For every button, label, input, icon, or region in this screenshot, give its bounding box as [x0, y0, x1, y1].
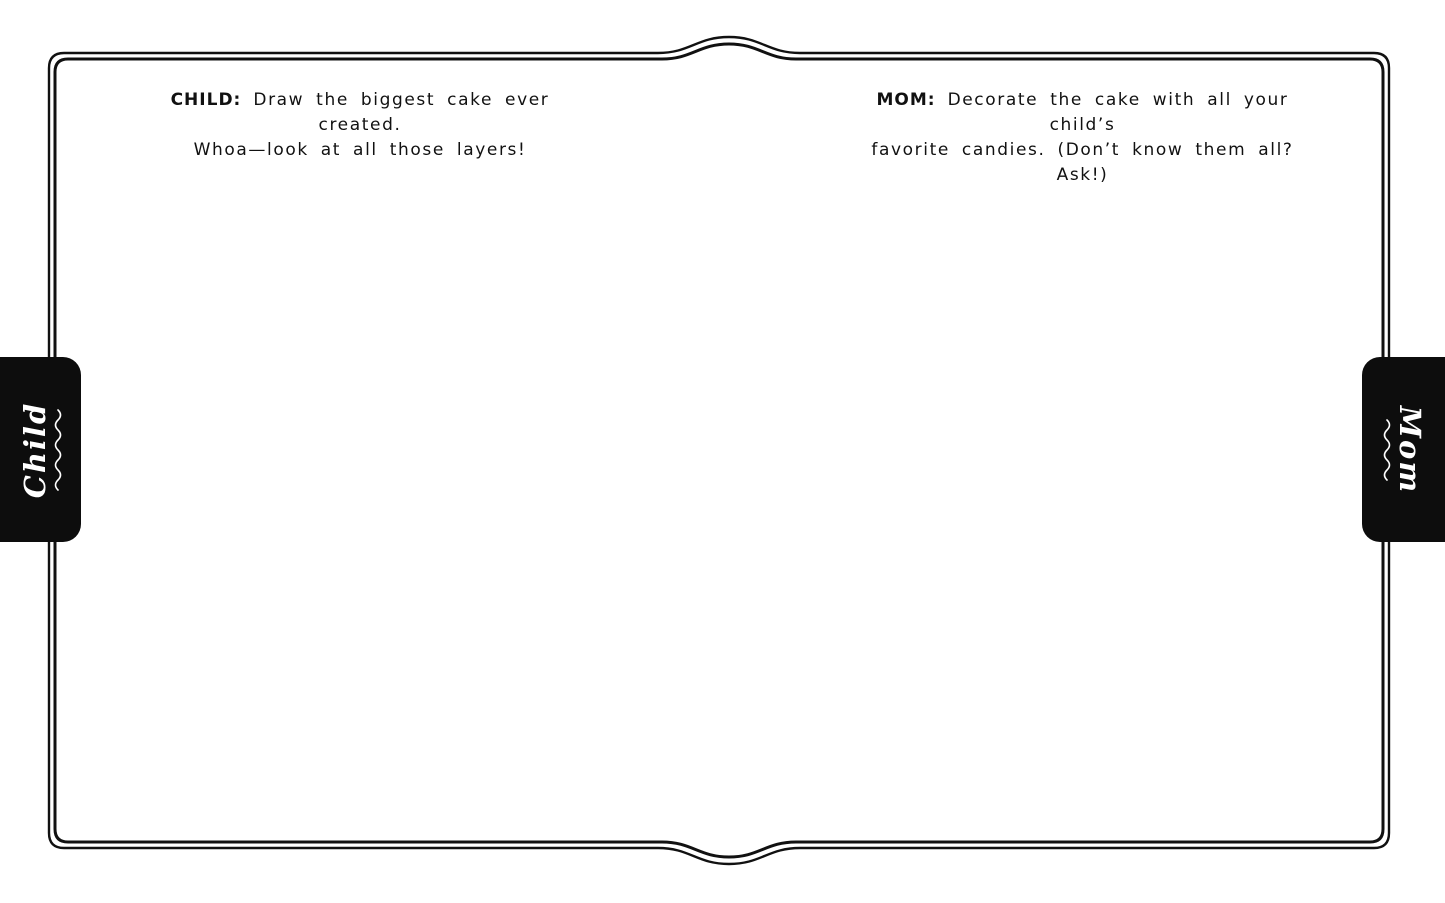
child-tab-underline-squiggle	[53, 408, 63, 492]
drawing-area	[60, 150, 1380, 835]
mom-prompt-label: MOM:	[876, 90, 936, 110]
mom-tab-underline-squiggle	[1382, 418, 1392, 482]
tab-mom	[1362, 357, 1445, 542]
tab-child-content	[9, 370, 73, 530]
child-prompt-line1	[140, 88, 580, 138]
tab-child-label: Child	[17, 401, 52, 498]
mom-prompt-line1	[855, 88, 1310, 138]
mom-prompt-line2: favorite candies. (Don’t know them all? Ask!)	[871, 140, 1294, 185]
child-prompt-text1: Draw the biggest cake ever created.	[253, 90, 550, 135]
tab-child	[0, 357, 81, 542]
child-prompt-label: CHILD:	[170, 90, 242, 110]
tab-mom-label: Mom	[1392, 405, 1427, 494]
child-prompt-line2: Whoa—look at all those layers!	[193, 140, 527, 160]
mom-prompt-text1: Decorate the cake with all your child’s	[947, 90, 1289, 135]
tab-mom-content	[1372, 370, 1436, 530]
